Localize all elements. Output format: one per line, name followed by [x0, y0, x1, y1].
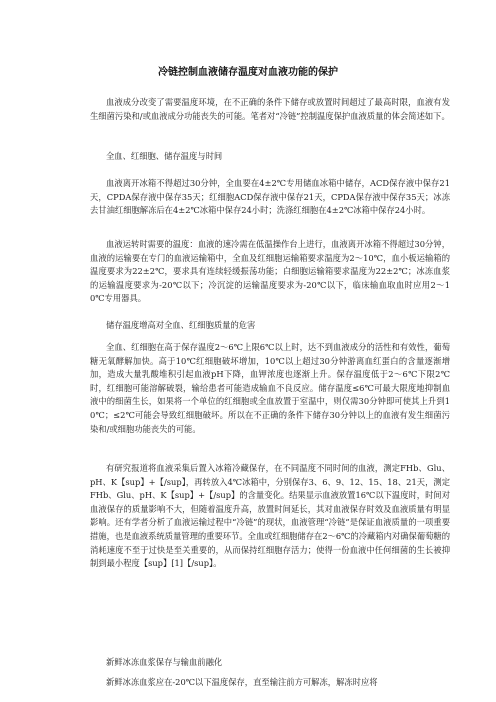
section-heading-storage: 全血、红细胞、储存温度与时间: [106, 151, 223, 161]
storage-paragraph: 血液离开冰箱不得超过30分钟，全血要在4±2℃专用储血冰箱中储存，ACD保存液中保存21天，CPDA保存液中保存35天；红细胞ACD保存液中保存21天，CPDA保存液中保存35天；冰冻去甘油红细胞解冻后在4±2℃冰箱中保存24小时；洗涤红细胞在4±2℃冰箱中保存24小时。: [90, 178, 450, 216]
section-heading-hazards: 储存温度增高对全血、红细胞质量的危害: [106, 320, 256, 330]
section-heading-plasma: 新鲜冰冻血浆保存与输血前融化: [106, 657, 223, 667]
page-title: 冷链控制血液储存温度对血液功能的保护: [158, 67, 338, 78]
transport-paragraph: 血液运转时需要的温度：血液的速冷需在低温操作台上进行，血液离开冰箱不得超过30分钟，血液的运输要在专门的血液运输箱中，全血及红细胞运输箱要求温度为2～10℃，血小板运输箱的温度要求为22±2℃，要求具有连续轻缓振荡功能；白细胞运输箱要求温度为22±2℃；冰冻血浆的运输温度要求为-20℃以下；冷沉淀的运输温度要求为-20℃以下，临床输血取血时应用2～10℃专用器具。: [90, 239, 450, 304]
research-paragraph: 有研究报道将血液采集后置入冰箱冷藏保存，在不同温度不同时间的血液，测定FHb、Glu、pH、K【sup】+【/sup】，再转放入4℃冰箱中，分别保存3、6、9、12、15、18、21天，测定FHb、Glu、pH、K【sup】+【/sup】的含量变化。结果显示血液放置16℃以下温度时，时间对血液保存的质量影响不大，但随着温度升高，放置时间延长，其对血液保存时效及血液质量有明显影响。还有学者分析了血液运输过程中“冷链”的现状，血液管理“冷链”是保证血液质量的一项重要措施，也是血液系统质量管理的重要环节。全血或红细胞储存在2～6℃的冷藏箱内对确保葡萄糖的消耗速度不至于过快是至关重要的，从而保持红细胞存活力；使得一份血液中任何细菌的生长被抑制到最小程度【sup】[1]【/sup】。: [90, 463, 451, 569]
hazards-paragraph: 全血、红细胞在高于保存温度2～6℃上限6℃以上时，达不到血液成分的活性和有效性，葡萄糖无氧酵解加快。高于10℃红细胞破坏增加，10℃以上超过30分钟游离血红蛋白的含量逐渐增加，造成大量乳酸堆积引起血液pH下降，血钾浓度也逐渐上升。保存温度低于2～6℃下限2℃时，红细胞可能溶解破裂，输给患者可能造成输血不良反应。储存温度≤6℃可最大限度地抑制血液中的细菌生长，如果将一个单位的红细胞或全血放置于室温中，则仅需30分钟即可使其上升到10℃；≤2℃可能会导致红细胞破坏。所以在不正确的条件下储存30分钟以上的血液有发生细菌污染和/或细胞功能丧失的可能。: [90, 342, 450, 434]
plasma-paragraph: 新鲜冰冻血浆应在-20℃以下温度保存，直至输注前方可解冻，解冻时应将: [106, 677, 378, 687]
intro-paragraph: 血液成分改变了需要温度环境，在不正确的条件下储存或放置时间超过了最高时限，血液有发生细菌污染和/或血液成分功能丧失的可能。笔者对“冷链”控制温度保护血液质量的体会简述如下。: [90, 97, 450, 121]
